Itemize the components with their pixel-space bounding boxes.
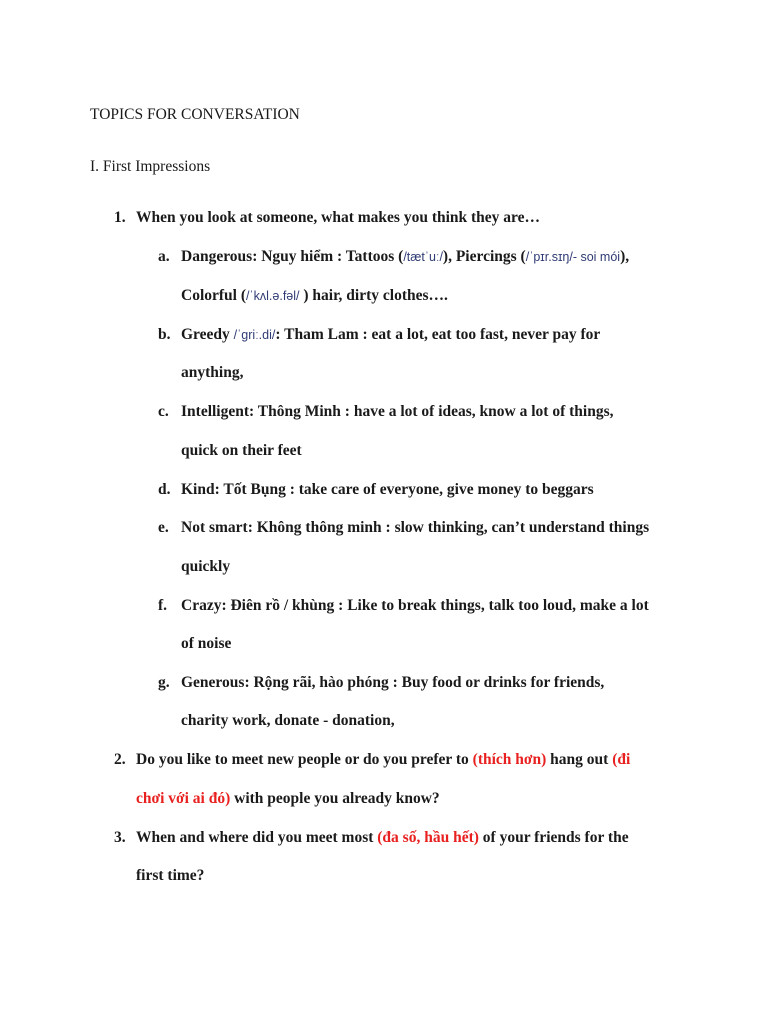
list-item: Intelligent: Thông Minh : have a lot of ideas, know a lot of things, [181,403,614,420]
list-item: Crazy: Điên rồ / khùng : Like to break things, talk too loud, make a lot [181,597,649,614]
item-text: ) hair, dirty clothes…. [299,287,448,304]
question-segment: hang out [546,751,613,768]
list-item: Generous: Rộng rãi, hào phóng : Buy food or drinks for friends, [181,674,605,691]
list-item [181,248,629,266]
question-segment: with people you already know? [230,790,440,807]
list-item-continuation: of noise [181,635,232,652]
item-text: ), [620,248,630,265]
item-letter: g. [158,674,170,691]
item-letter: a. [158,248,170,265]
question-segment: Do you like to meet new people or do you prefer to [136,751,473,768]
question-text-continuation [136,790,440,808]
pronunciation: /ˈpɪr.sɪŋ/- soi mói [525,250,621,264]
document-title: TOPICS FOR CONVERSATION [90,106,300,123]
pronunciation: /ˈkʌl.ə.fəl/ [246,289,300,303]
question-text [136,751,630,769]
list-item-continuation: quick on their feet [181,442,302,459]
question-text [136,829,629,847]
question-segment: When and where did you meet most [136,829,378,846]
pronunciation: /ˈgriː.di/ [233,328,276,342]
item-text: : Tham Lam : eat a lot, eat too fast, never pay for [275,326,601,343]
item-letter: e. [158,519,169,536]
item-letter: c. [158,403,169,420]
item-text: ), Piercings ( [442,248,526,265]
list-item: Not smart: Không thông minh : slow thinking, can’t understand things [181,519,650,536]
item-text: Greedy [181,326,234,343]
translation-note: (thích hơn) [472,751,547,768]
item-letter: b. [158,326,171,343]
list-item-continuation: anything, [181,364,244,381]
item-letter: d. [158,481,171,498]
list-item-continuation: quickly [181,558,231,575]
list-item [181,326,600,344]
question-number: 1. [114,209,126,226]
question-text-continuation: first time? [136,867,205,884]
item-text: Dangerous: Nguy hiểm : Tattoos ( [181,248,404,265]
list-item-continuation [181,287,448,305]
translation-note: (đa số, hầu hết) [377,829,479,846]
question-number: 2. [114,751,126,768]
list-item: Kind: Tốt Bụng : take care of everyone, give money to beggars [181,481,594,498]
translation-note: (đi [612,751,631,768]
pronunciation: /tætˈuː/ [403,250,443,264]
list-item-continuation: charity work, donate - donation, [181,712,395,729]
translation-note: chơi với ai đó) [136,790,231,807]
question-number: 3. [114,829,126,846]
question-text: When you look at someone, what makes you think they are… [136,209,541,226]
section-heading: I. First Impressions [90,158,211,175]
question-segment: of your friends for the [478,829,629,846]
item-text: Colorful ( [181,287,247,304]
item-letter: f. [158,597,168,614]
